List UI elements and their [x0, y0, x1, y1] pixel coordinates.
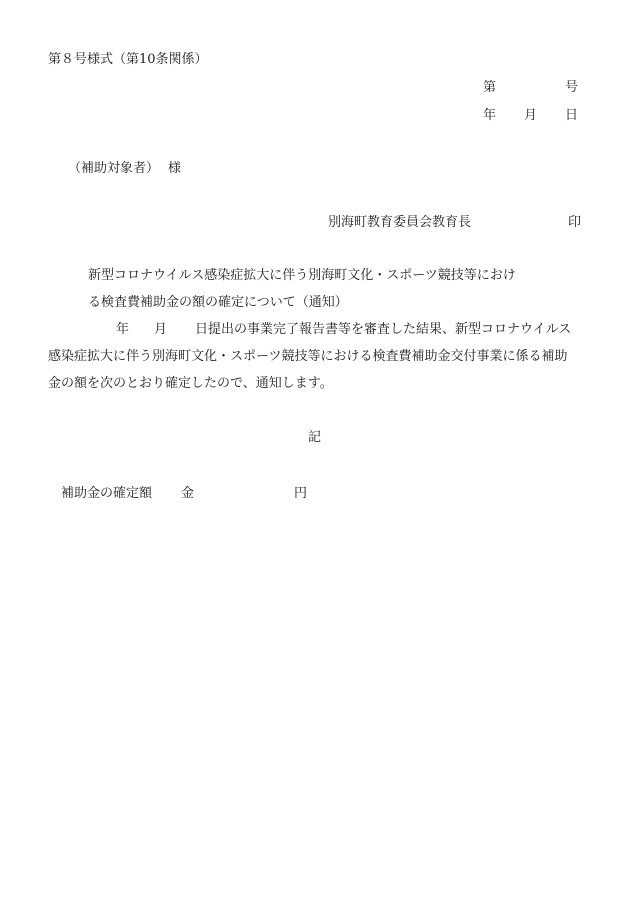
body-text-line-3: 金の額を次のとおり確定したので、通知します。: [48, 376, 333, 391]
date-month-label: 月: [524, 108, 538, 123]
amount-yen-suffix: 円: [294, 486, 308, 501]
document-title-line-2: る検査費補助金の額の確定について（通知）: [88, 295, 348, 310]
recipient-honorific: 様: [168, 161, 182, 176]
confirmed-amount-label: 補助金の確定額: [61, 486, 153, 501]
body-date-month-label: 月: [154, 322, 168, 337]
document-number-suffix: 号: [565, 80, 579, 95]
body-date-year-label: 年: [116, 322, 130, 337]
date-year-label: 年: [483, 108, 497, 123]
sender-name: 別海町教育委員会教育長: [328, 215, 472, 230]
body-text-line-2: 感染症拡大に伴う別海町文化・スポーツ競技等における検査費補助金交付事業に係る補助: [48, 349, 568, 364]
ki-heading: 記: [308, 430, 322, 445]
recipient-label: （補助対象者）: [68, 161, 160, 176]
document-title-line-1: 新型コロナウイルス感染症拡大に伴う別海町文化・スポーツ競技等におけ: [88, 268, 516, 283]
form-number: 第８号様式（第10条関係）: [48, 52, 208, 67]
document-number-prefix: 第: [483, 80, 497, 95]
amount-kin-prefix: 金: [181, 486, 195, 501]
body-text-line-1: 日提出の事業完了報告書等を審査した結果、新型コロナウイルス: [195, 322, 572, 337]
seal-mark: 印: [568, 215, 582, 230]
date-day-label: 日: [565, 108, 579, 123]
